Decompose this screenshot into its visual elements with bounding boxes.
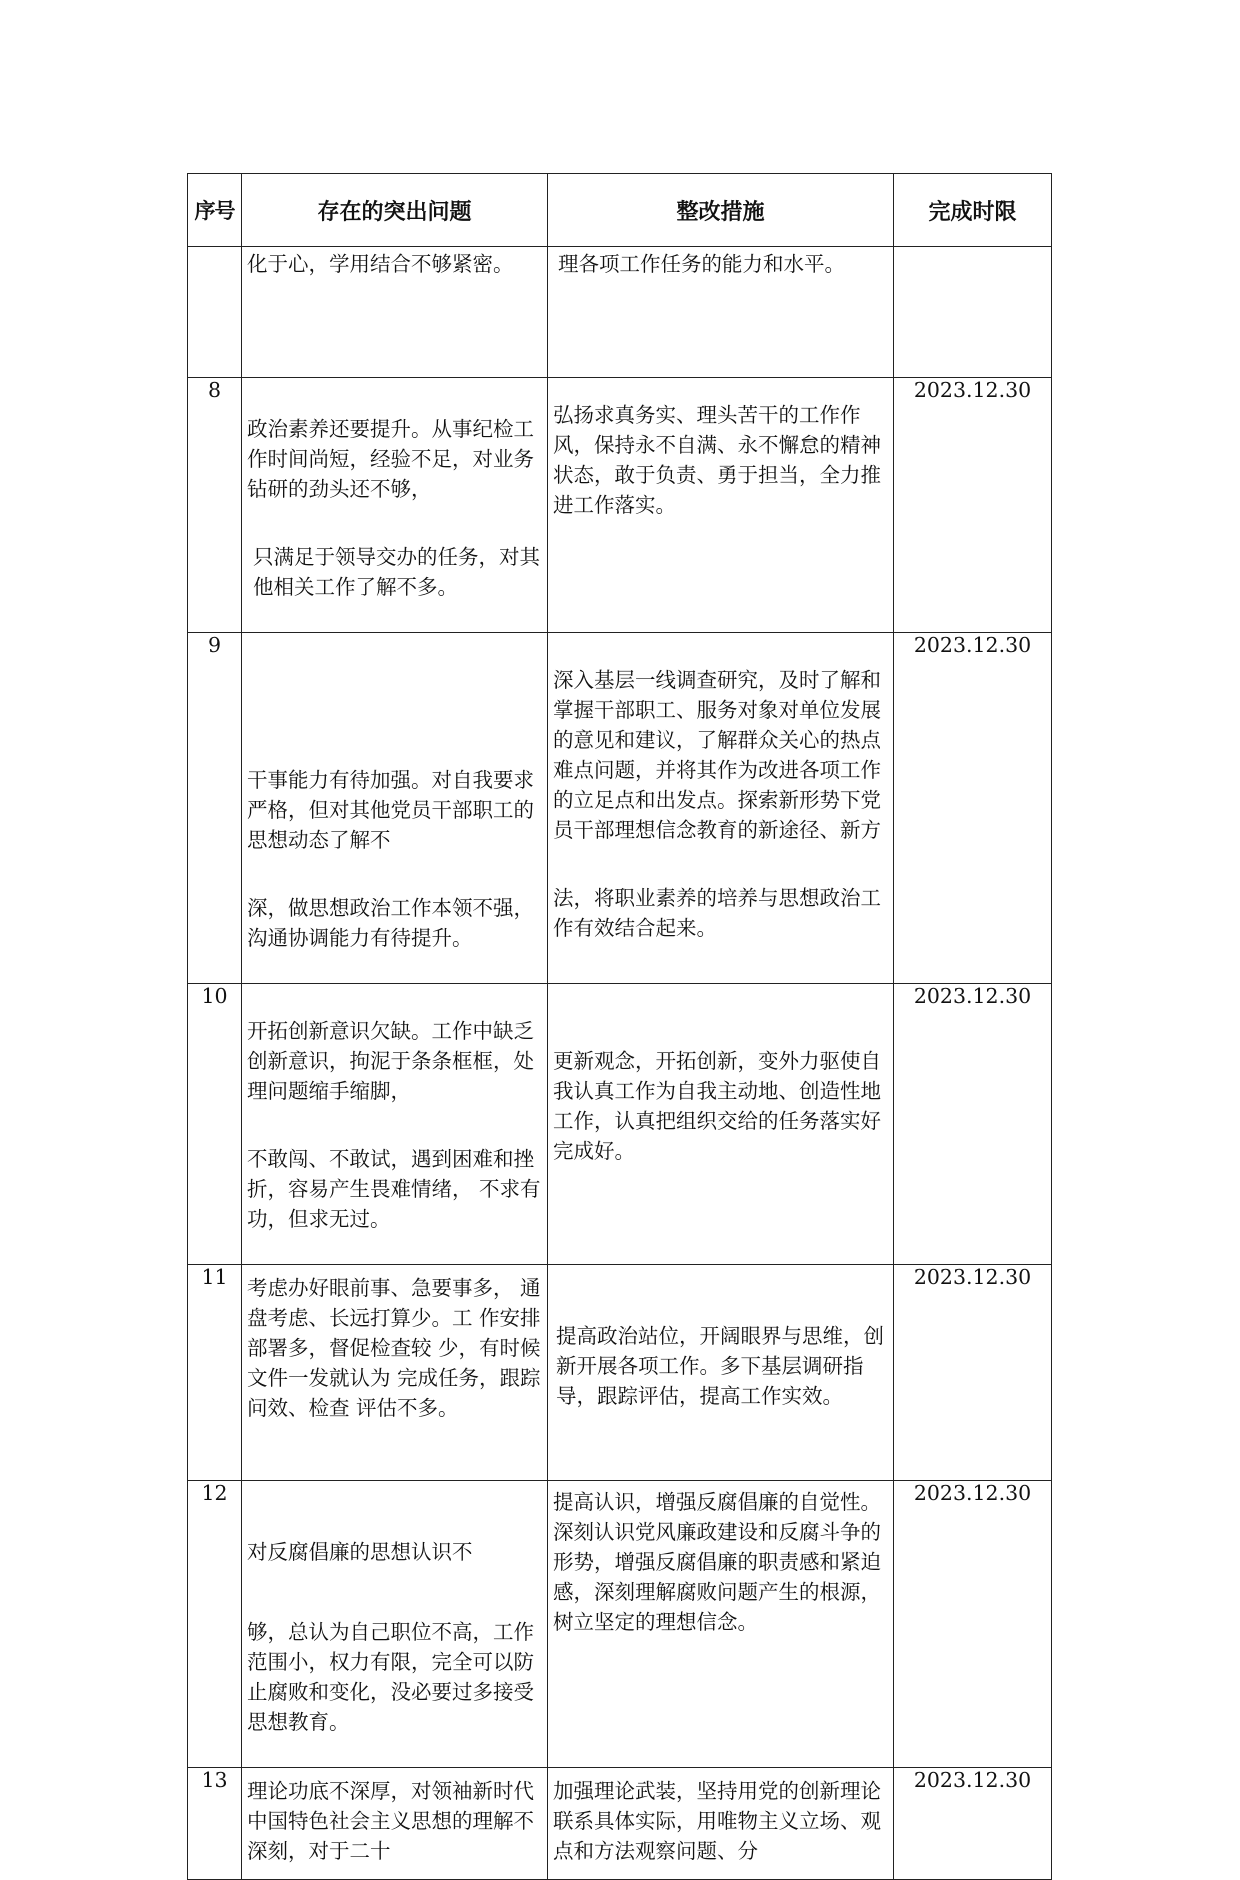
- seq-cell: [188, 984, 242, 1265]
- deadline-text: 2023.12.30: [913, 984, 1032, 1008]
- header-deadline: 完成时限: [894, 174, 1052, 247]
- table-header-row: [188, 174, 1052, 247]
- measures-cell: [548, 984, 894, 1265]
- problem-cell: [242, 633, 548, 984]
- measures-cell: [548, 1481, 894, 1768]
- table-row: [188, 1768, 1052, 1880]
- measures-cell: [548, 378, 894, 633]
- problem-text: 只满足于领导交办的任务，对其他相关工作了解不多。: [253, 545, 540, 599]
- problem-text: 化于心，学用结合不够紧密。: [247, 252, 514, 276]
- deadline-cell: [894, 1481, 1052, 1768]
- deadline-cell: 2023.12.30: [894, 1768, 1052, 1880]
- deadline-text: 2023.12.30: [913, 1265, 1032, 1289]
- problem-text: 不敢闯、不敢试，遇到困难和挫折，容易产生畏难情绪， 不求有功，但求无过。: [247, 1147, 541, 1231]
- table-row: [188, 984, 1052, 1265]
- problem-text: 理论功底不深厚，对领袖新时代中国特色社会主义思想的理解不深刻，对于二十: [247, 1779, 534, 1863]
- measures-cell: [548, 1768, 894, 1880]
- table-row: [188, 1265, 1052, 1481]
- seq-number: 10: [201, 984, 228, 1008]
- measures-cell: [548, 247, 894, 378]
- measures-text: 提高政治站位，开阔眼界与思维，创新开展各项工作。多下基层调研指导，跟踪评估，提高工作实效。: [556, 1324, 884, 1408]
- table-row: [188, 247, 1052, 378]
- deadline-cell: [894, 378, 1052, 633]
- seq-number: 8: [207, 378, 222, 402]
- deadline-cell: [894, 984, 1052, 1265]
- measures-cell: [548, 1265, 894, 1481]
- rectification-table: [187, 173, 1052, 1880]
- deadline-text: 2023.12.30: [913, 1481, 1032, 1505]
- deadline-text: 2023.12.30: [913, 633, 1032, 657]
- seq-cell: [188, 247, 242, 378]
- seq-cell: [188, 1481, 242, 1768]
- problem-text: 够，总认为自己职位不高，工作范围小，权力有限，完全可以防止腐败和变化，没必要过多接受思想教育。: [247, 1620, 534, 1734]
- seq-number: 11: [201, 1265, 228, 1289]
- seq-cell: [188, 1265, 242, 1481]
- problem-cell: [242, 378, 548, 633]
- seq-cell: [188, 378, 242, 633]
- deadline-cell: [894, 247, 1052, 378]
- deadline-cell: [894, 1265, 1052, 1481]
- measures-text: 弘扬求真务实、理头苦干的工作作风，保持永不自满、永不懈怠的精神状态，敢于负责、勇于担当，全力推进工作落实。: [553, 403, 881, 517]
- measures-text: 深入基层一线调查研究，及时了解和掌握干部职工、服务对象对单位发展的意见和建议，了解群众关心的热点难点问题，并将其作为改进各项工作的立足点和出发点。探索新形势下党员干部理想信念教育的新途径、新方: [553, 668, 881, 842]
- problem-cell: [242, 1768, 548, 1880]
- seq-number: 12: [201, 1481, 228, 1505]
- table-row: [188, 633, 1052, 984]
- problem-text: 对反腐倡廉的思想认识不: [247, 1540, 473, 1564]
- problem-text: 考虑办好眼前事、急要事多， 通盘考虑、长远打算少。工 作安排部署多，督促检查较 少，有时候文件一发就认为 完成任务，跟踪问效、检查 评估不多。: [247, 1276, 541, 1420]
- problem-text: 干事能力有待加强。对自我要求严格，但对其他党员干部职工的思想动态了解不: [247, 768, 534, 852]
- problem-cell: [242, 247, 548, 378]
- seq-cell: [188, 633, 242, 984]
- deadline-text: 2023.12.30: [913, 378, 1032, 402]
- problem-cell: [242, 984, 548, 1265]
- problem-text: 深，做思想政治工作本领不强，沟通协调能力有待提升。: [247, 896, 534, 950]
- problem-text: 开拓创新意识欠缺。工作中缺乏创新意识，拘泥于条条框框，处理问题缩手缩脚，: [247, 1019, 534, 1103]
- header-measures: 整改措施: [548, 174, 894, 247]
- measures-text: 法，将职业素养的培养与思想政治工作有效结合起来。: [553, 886, 881, 940]
- problem-text: 政治素养还要提升。从事纪检工作时间尚短，经验不足，对业务钻研的劲头还不够，: [247, 417, 534, 501]
- seq-number: 9: [207, 633, 222, 657]
- measures-text: 理各项工作任务的能力和水平。: [558, 252, 845, 276]
- table-row: [188, 1481, 1052, 1768]
- deadline-cell: [894, 633, 1052, 984]
- problem-cell: [242, 1265, 548, 1481]
- measures-text: 更新观念，开拓创新，变外力驱使自我认真工作为自我主动地、创造性地工作，认真把组织交给的任务落实好完成好。: [553, 1049, 881, 1163]
- header-seq: 序号: [188, 174, 242, 247]
- table-row: [188, 378, 1052, 633]
- problem-cell: [242, 1481, 548, 1768]
- seq-cell: 13: [188, 1768, 242, 1880]
- header-problem: 存在的突出问题: [242, 174, 548, 247]
- measures-text: 提高认识，增强反腐倡廉的自觉性。深刻认识党风廉政建设和反腐斗争的形势，增强反腐倡廉的职责感和紧迫感，深刻理解腐败问题产生的根源，树立坚定的理想信念。: [553, 1490, 881, 1634]
- measures-cell: [548, 633, 894, 984]
- measures-text: 加强理论武装，坚持用党的创新理论联系具体实际，用唯物主义立场、观点和方法观察问题、分: [553, 1779, 881, 1863]
